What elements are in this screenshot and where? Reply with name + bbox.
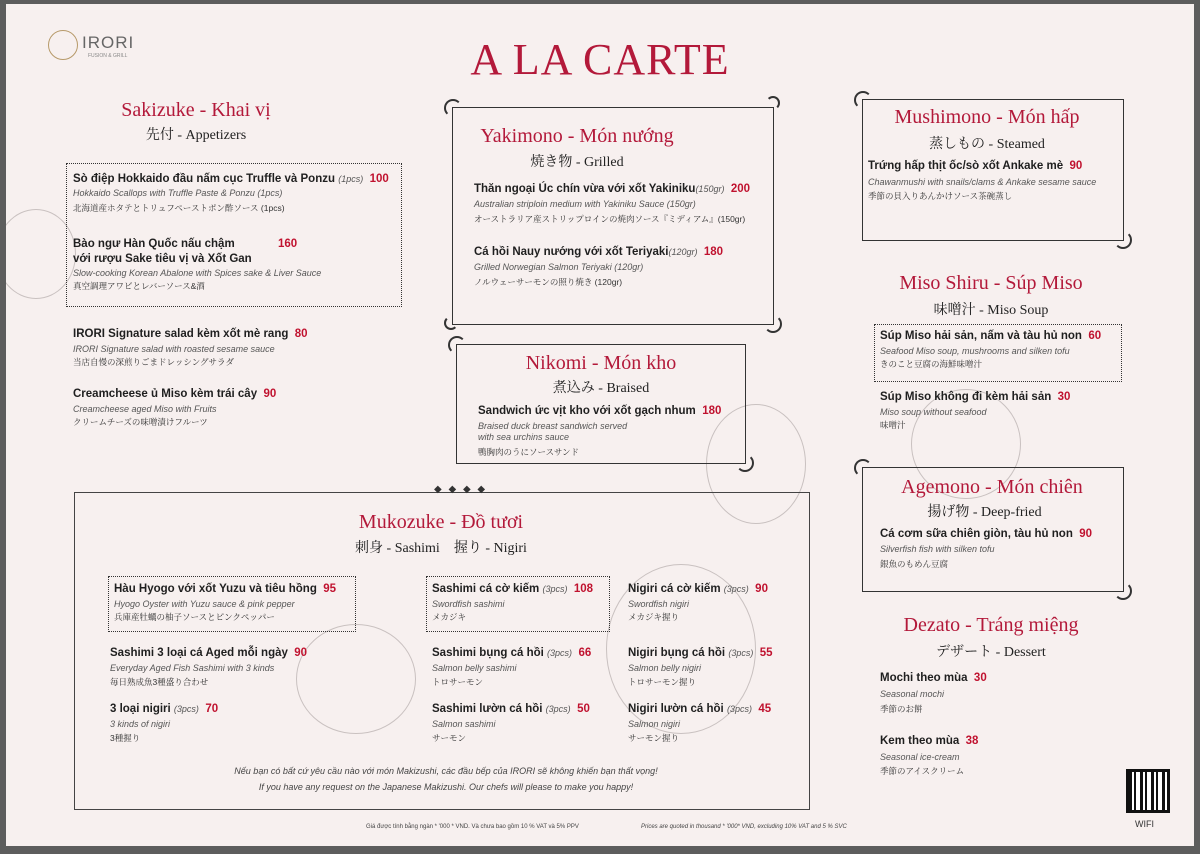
item-price: 180 [703, 246, 724, 258]
scroll-ornament-icon [766, 96, 780, 110]
item-name: 3 loại nigiri [110, 703, 171, 715]
item-name: Kem theo mùa [880, 735, 960, 747]
page-title: A LA CARTE [470, 35, 730, 84]
item-name: Sashimi bụng cá hồi [432, 647, 544, 659]
item-english: Grilled Norwegian Salmon Teriyaki (120gr) [474, 262, 644, 272]
item-qty: (120gr) [668, 247, 698, 257]
item-japanese: 3種握り [110, 733, 141, 743]
item-english: Seasonal mochi [880, 689, 945, 699]
menu-item [880, 527, 1120, 571]
item-japanese: メカジキ [432, 612, 467, 622]
item-price: 60 [1088, 330, 1102, 342]
item-english: Creamcheese aged Miso with Fruits [73, 404, 217, 414]
menu-item [880, 390, 1120, 432]
item-english: Seasonal ice-cream [880, 752, 960, 762]
item-english: Salmon nigiri [628, 719, 681, 729]
menu-item [432, 582, 612, 624]
item-name: Creamcheese ủ Miso kèm trái cây [73, 388, 258, 400]
menu-item [474, 245, 769, 289]
item-price: 80 [294, 328, 308, 340]
diamond-ornament-icon: ◆ ◆ ◆ ◆ [434, 484, 488, 495]
item-name: Nigiri bụng cá hồi [628, 647, 726, 659]
item-name: Nigiri cá cờ kiếm [628, 583, 721, 595]
menu-item [868, 159, 1122, 203]
item-english: Hyogo Oyster with Yuzu sauce & pink pepper [114, 599, 295, 609]
item-japanese: クリームチーズの味噌漬けフルーツ [73, 417, 208, 427]
menu-page [6, 4, 1194, 846]
section-subtitle-sakizuke: 先付 - Appetizers [145, 128, 247, 143]
item-name: Cá cơm sữa chiên giòn, tàu hủ non [880, 528, 1073, 540]
item-name: Sashimi lườn cá hồi [432, 703, 543, 715]
item-english: 3 kinds of nigiri [110, 719, 171, 729]
item-name: Sandwich ức vịt kho với xốt gạch nhum [478, 405, 696, 417]
item-japanese: 北海道産ホタテとトリュフペーストポン酢ソース (1pcs) [73, 203, 285, 213]
item-qty: (1pcs) [338, 174, 364, 184]
section-title-sakizuke: Sakizuke - Khai vị [121, 99, 271, 121]
item-english: Everyday Aged Fish Sashimi with 3 kinds [110, 663, 275, 673]
makizushi-note-en: If you have any request on the Japanese Makizushi. Our chefs will please to make you happy! [258, 782, 634, 792]
item-english: Seafood Miso soup, mushrooms and silken tofu [880, 346, 1070, 356]
menu-item [73, 387, 398, 429]
item-qty: (3pcs) [173, 704, 199, 714]
item-price: 70 [205, 703, 219, 715]
menu-item [474, 182, 769, 226]
item-price: 160 [278, 238, 298, 250]
item-japanese: オーストラリア産ストリップロインの焼肉ソース『ミディアム』(150gr) [474, 214, 746, 224]
section-title-misoshiru: Miso Shiru - Súp Miso [899, 272, 1083, 294]
item-price: 200 [730, 183, 751, 195]
item-name: Hàu Hyogo với xốt Yuzu và tiêu hồng [114, 583, 317, 595]
item-english: IRORI Signature salad with roasted sesame sauce [73, 344, 275, 354]
menu-item [110, 702, 355, 745]
wifi-label: WIFI [1135, 819, 1154, 829]
item-english: Silverfish fish with silken tofu [880, 544, 995, 554]
item-japanese: サーモン握り [628, 733, 680, 743]
item-price: 90 [1069, 160, 1083, 172]
section-subtitle-mushimono: 蒸しもの - Steamed [929, 137, 1045, 152]
item-japanese: きのこと豆腐の海鮮味噌汁 [880, 359, 983, 369]
section-title-mukozuke: Mukozuke - Đồ tươi [358, 511, 524, 533]
section-subtitle-nikomi: 煮込み - Braised [552, 381, 650, 396]
menu-item [73, 237, 398, 293]
item-qty: (3pcs) [726, 704, 752, 714]
brand-name: IRORI [82, 33, 135, 52]
item-qty: (3pcs) [547, 648, 573, 658]
item-name: Cá hồi Nauy nướng với xốt Teriyaki [474, 246, 669, 258]
menu-item [628, 702, 803, 745]
item-name: Súp Miso hải sản, nấm và tàu hủ non [880, 330, 1082, 342]
item-name: Sashimi 3 loại cá Aged mỗi ngày [110, 647, 288, 659]
item-name: Súp Miso không đi kèm hải sản [880, 391, 1052, 403]
item-price: 55 [759, 647, 773, 659]
item-english: Australian striploin medium with Yakiniku Sauce (150gr) [474, 199, 696, 209]
item-japanese: トロサーモン握り [628, 677, 697, 687]
item-price: 90 [1079, 528, 1093, 540]
item-price: 50 [577, 703, 590, 715]
item-japanese: ノルウェーサーモンの照り焼き (120gr) [474, 277, 623, 287]
item-price: 108 [573, 583, 594, 595]
item-price: 38 [965, 735, 979, 747]
section-title-agemono: Agemono - Món chiên [901, 476, 1083, 498]
section-title-dezato: Dezato - Tráng miệng [903, 614, 1079, 636]
item-price: 90 [294, 647, 308, 659]
item-japanese: 当店自慢の深煎りごまドレッシングサラダ [73, 357, 234, 367]
item-name: IRORI Signature salad kèm xốt mè rang [73, 328, 289, 340]
menu-item [432, 702, 612, 745]
item-japanese: トロサーモン [432, 677, 484, 687]
item-japanese: 真空調理アワビとレバーソース&酒 [73, 281, 205, 291]
item-price: 66 [578, 647, 592, 659]
item-price: 90 [755, 583, 768, 595]
menu-item [880, 734, 1120, 778]
makizushi-note-vi: Nếu bạn có bất cứ yêu cầu nào với món Makizushi, các đầu bếp của IRORI sẽ không khiến bạn thất vọng! [234, 766, 658, 776]
item-name: Bào ngư Hàn Quốc nấu chậm với rượu Sake tiêu vị và Xốt Gan [73, 238, 252, 265]
item-japanese: 毎日熟成魚3種盛り合わせ [110, 677, 209, 687]
item-english: Hokkaido Scallops with Truffle Paste & Ponzu (1pcs) [73, 188, 283, 198]
item-japanese: 季節のアイスクリーム [880, 766, 965, 776]
item-english: Braised duck breast sandwich served with sea urchins sauce [478, 421, 628, 442]
brand-tagline: FUSION & GRILL [88, 53, 128, 59]
item-price: 90 [263, 388, 277, 400]
item-english: Salmon sashimi [432, 719, 496, 729]
item-name: Trứng hấp thịt ốc/sò xốt Ankake mè [868, 160, 1064, 172]
item-japanese: 鴨胸肉のうにソースサンド [478, 447, 579, 457]
item-name: Thăn ngoại Úc chín vừa với xốt Yakiniku [474, 183, 696, 195]
menu-item [478, 404, 740, 459]
menu-item [114, 582, 359, 624]
menu-item [880, 329, 1120, 371]
menu-item [73, 327, 398, 369]
item-english: Miso soup without seafood [880, 407, 987, 417]
footer-price-note-en: Prices are quoted in thousand * '000* VND, excluding 10% VAT and 5 % SVC [641, 824, 847, 830]
item-price: 180 [702, 405, 722, 417]
scroll-ornament-icon [444, 316, 458, 330]
item-japanese: 兵庫産牡蠣の柚子ソースとピンクペッパー [114, 612, 275, 622]
section-title-yakimono: Yakimono - Món nướng [480, 125, 674, 147]
item-qty: (3pcs) [723, 584, 749, 594]
item-english: Slow-cooking Korean Abalone with Spices sake & Liver Sauce [73, 268, 322, 278]
item-qty: (150gr) [695, 184, 725, 194]
menu-item [432, 646, 612, 689]
menu-item [110, 646, 355, 689]
item-qty: (3pcs) [728, 648, 754, 658]
item-qty: (3pcs) [542, 584, 568, 594]
section-title-mushimono: Mushimono - Món hấp [894, 106, 1080, 128]
item-price: 30 [973, 672, 987, 684]
item-japanese: サーモン [432, 733, 467, 743]
item-japanese: 銀魚のもめん豆腐 [880, 559, 949, 569]
item-price: 95 [323, 583, 337, 595]
item-japanese: 季節のお餅 [880, 704, 923, 714]
footer-price-note-vi: Giá được tính bằng ngàn * '000 * VND. Và chưa bao gồm 10 % VAT và 5% PPV [366, 824, 579, 830]
item-price: 45 [758, 703, 772, 715]
item-japanese: メカジキ握り [628, 612, 680, 622]
item-price: 30 [1057, 391, 1071, 403]
wifi-qr-code-icon[interactable] [1126, 769, 1170, 813]
menu-item [628, 646, 803, 689]
item-english: Salmon belly nigiri [628, 663, 702, 673]
item-japanese: 味噌汁 [880, 420, 906, 430]
section-subtitle-misoshiru: 味噌汁 - Miso Soup [933, 303, 1049, 318]
item-english: Swordfish sashimi [432, 599, 505, 609]
menu-item [628, 582, 803, 624]
item-name: Mochi theo mùa [880, 672, 968, 684]
menu-item [73, 172, 398, 215]
item-qty: (3pcs) [545, 704, 571, 714]
item-japanese: 季節の貝入りあんかけソース茶碗蒸し [868, 191, 1013, 201]
item-name: Nigiri lườn cá hồi [628, 703, 724, 715]
item-name: Sashimi cá cờ kiếm [432, 583, 540, 595]
item-english: Swordfish nigiri [628, 599, 690, 609]
menu-item [880, 671, 1120, 716]
section-subtitle-agemono: 揚げ物 - Deep-fried [927, 505, 1042, 520]
item-english: Salmon belly sashimi [432, 663, 517, 673]
item-name: Sò điệp Hokkaido đầu nấm cục Truffle và Ponzu [73, 173, 335, 185]
section-subtitle-dezato: デザート - Dessert [936, 645, 1046, 660]
section-subtitle-yakimono: 焼き物 - Grilled [530, 155, 624, 170]
section-title-nikomi: Nikomi - Món kho [525, 352, 677, 374]
section-subtitle-mukozuke: 刺身 - Sashimi 握り - Nigiri [355, 541, 527, 556]
item-english: Chawanmushi with snails/clams & Ankake sesame sauce [868, 177, 1097, 187]
item-price: 100 [369, 173, 389, 185]
